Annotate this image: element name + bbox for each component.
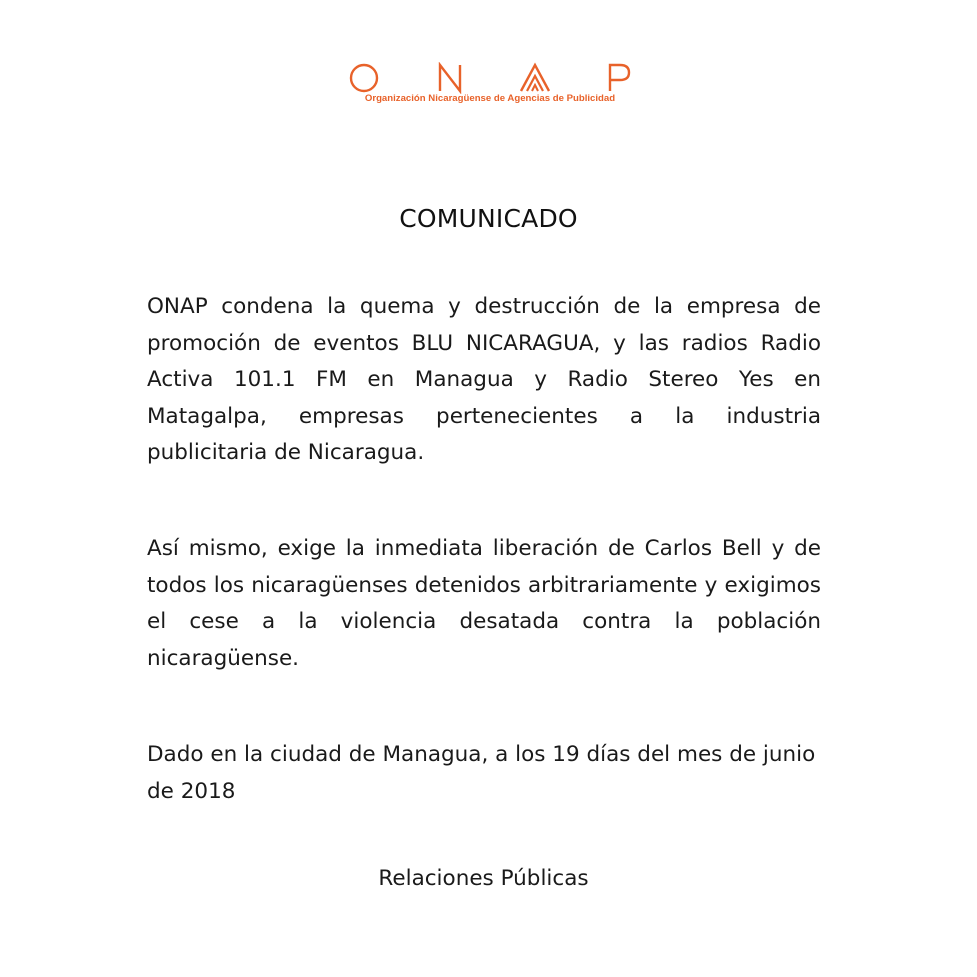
onap-logo-letters xyxy=(348,62,632,94)
paragraph-condemnation: ONAP condena la quema y destrucción de la empresa de promoción de eventos BLU NICARAGUA, y las radios Radio Activa 101.1 FM en Managua y Radio Stereo Yes en Matagalpa, empresas pertenecientes a la industria publicitaria de Nicaragua. xyxy=(147,294,821,465)
onap-logo xyxy=(348,62,632,110)
page-title: COMUNICADO xyxy=(399,204,578,233)
signature: Relaciones Públicas xyxy=(378,866,589,891)
paragraph-demand: Así mismo, exige la inmediata liberación de Carlos Bell y de todos los nicaragüenses detenidos arbitrariamente y exigimos el cese a la violencia desatada contra la población nicaragüense. xyxy=(147,536,821,671)
logo-tagline: Organización Nicaragüense de Agencias de Publicidad xyxy=(364,93,616,104)
paragraph-date: Dado en la ciudad de Managua, a los 19 días del mes de junio de 2018 xyxy=(147,742,816,804)
